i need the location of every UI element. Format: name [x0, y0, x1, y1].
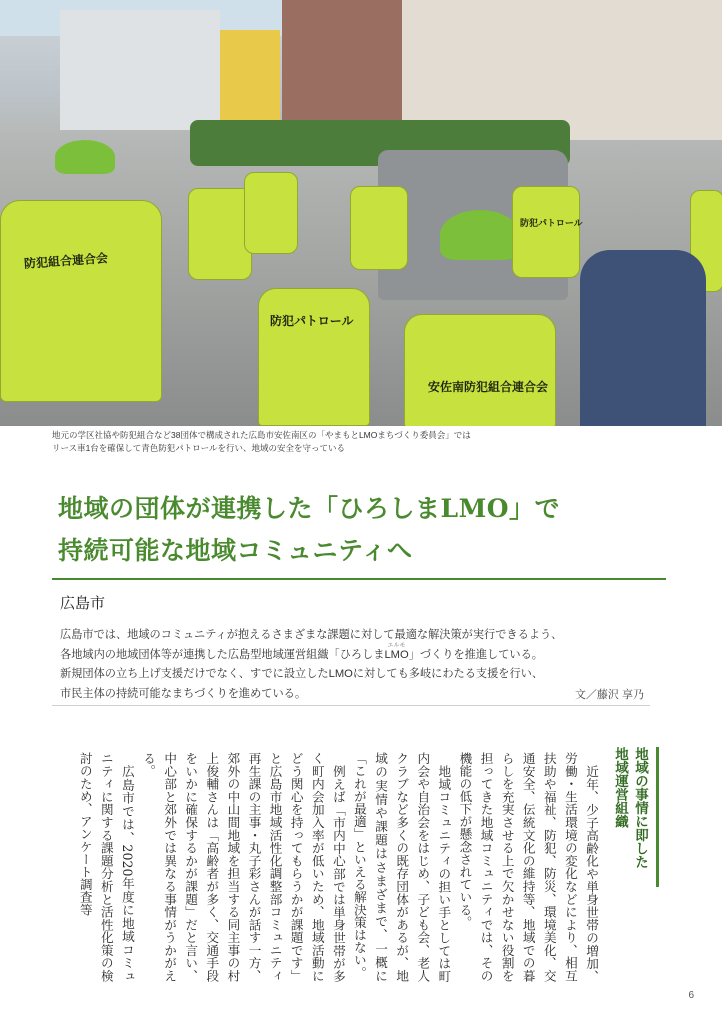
caption-line: 地元の学区社協や防犯組合など38団体で構成された広島市安佐南区の「やまもとLMOまちづくり委員会」では: [52, 430, 471, 440]
body-paragraph: 広島市では、2020年度に地域コミュニティに関する課題分析と活性化策の検討のため、アンケート調査等: [77, 752, 135, 982]
lead-paragraph: [60, 626, 650, 704]
photo-caption: [52, 429, 472, 455]
title-line: 地域の団体が連携した「ひろしまLMO」で: [58, 494, 561, 523]
photo-vest: [244, 172, 298, 254]
title-rule: [52, 578, 666, 580]
article-title: [58, 488, 658, 572]
ruby-text: エルモ: [387, 642, 406, 649]
vest-label: 防犯パトロール: [520, 218, 583, 228]
vest-label: 防犯組合連合会: [23, 251, 109, 271]
section-heading: [604, 747, 659, 887]
photo-building-left: [60, 10, 220, 130]
ruby-base: LMO: [384, 648, 409, 661]
photo-vest-front-right: [404, 314, 556, 426]
photo-vest-center: [258, 288, 370, 426]
body-paragraph: 近年、少子高齢化や単身世帯の増加、労働・生活環境の変化などにより、相互扶助や福祉、防犯、防災、環境美化、交通安全、伝統文化の維持等、地域での暮らしを充実させる上で欠かせない役割を担ってきた地域コミュニティでは、その機能の低下が懸念されている。: [457, 752, 599, 982]
lead-line: 市民主体の持続可能なまちづくりを進めている。: [60, 687, 307, 700]
lead-rule: [52, 705, 650, 706]
photo-cap: [440, 210, 520, 260]
lead-text: 各地域内の地域団体等が連携した広島型地域運営組織「ひろしま: [60, 648, 385, 661]
photo-building-right: [402, 0, 722, 140]
section-heading-line: 地域の事情に即した: [633, 747, 648, 869]
vest-label: 安佐南防犯組合連合会: [428, 380, 549, 394]
photo-vest-front-left: [0, 200, 162, 402]
lead-text: 」づくりを推進している。: [408, 648, 543, 661]
vest-label: 防犯パトロール: [270, 314, 354, 328]
ruby: [384, 642, 409, 666]
hero-photo: [0, 0, 722, 426]
photo-vest: [188, 188, 252, 280]
photo-cap: [55, 140, 115, 174]
photo-building-brick: [282, 0, 402, 130]
caption-line: リース車1台を確保して青色防犯パトロールを行い、地域の安全を守っている: [52, 443, 345, 453]
photo-person-check-shirt: [580, 250, 706, 426]
byline: 文／藤沢 享乃: [574, 689, 644, 701]
photo-vest: [350, 186, 408, 270]
section-heading-line: 地域運営組織: [613, 747, 628, 828]
body-paragraph: 例えば「市内中心部では単身世帯が多く町内会加入率が低いため、地域活動にどう関心を持ってもらうかが課題です」と広島市地域活性化調整部コミュニティ再生課の主事・丸子彩さんが話す一方、郊外の中山間地域を担当する同主事の村上俊輔さんは「高齢者が多く、交通手段をいかに確保するかが課題」だと言い、中心部と郊外では異なる事情がうかがえる。: [141, 752, 346, 982]
page-number: 6: [688, 990, 694, 1001]
lead-line: 新規団体の立ち上げ支援だけでなく、すでに設立したLMOに対しても多岐にわたる支援を行い、: [60, 668, 544, 680]
photo-vest: [512, 186, 580, 278]
lead-line: 広島市では、地域のコミュニティが抱えるさまざまな課題に対して最適な解決策が実行できるよう、: [60, 629, 563, 641]
title-line: 持続可能な地域コミュニティへ: [58, 536, 413, 565]
article-body: [50, 752, 602, 982]
organization-name: 広島市: [60, 595, 106, 612]
body-paragraph: 地域コミュニティの担い手としては町内会や自治会をはじめ、子ども会、老人クラブなど多くの既存団体があるが、地域の実情や課題はさまざまで、一概に「これが最適」といえる解決策はない。: [351, 752, 452, 982]
lead-line: [60, 642, 650, 666]
photo-building-yellow: [220, 30, 280, 120]
